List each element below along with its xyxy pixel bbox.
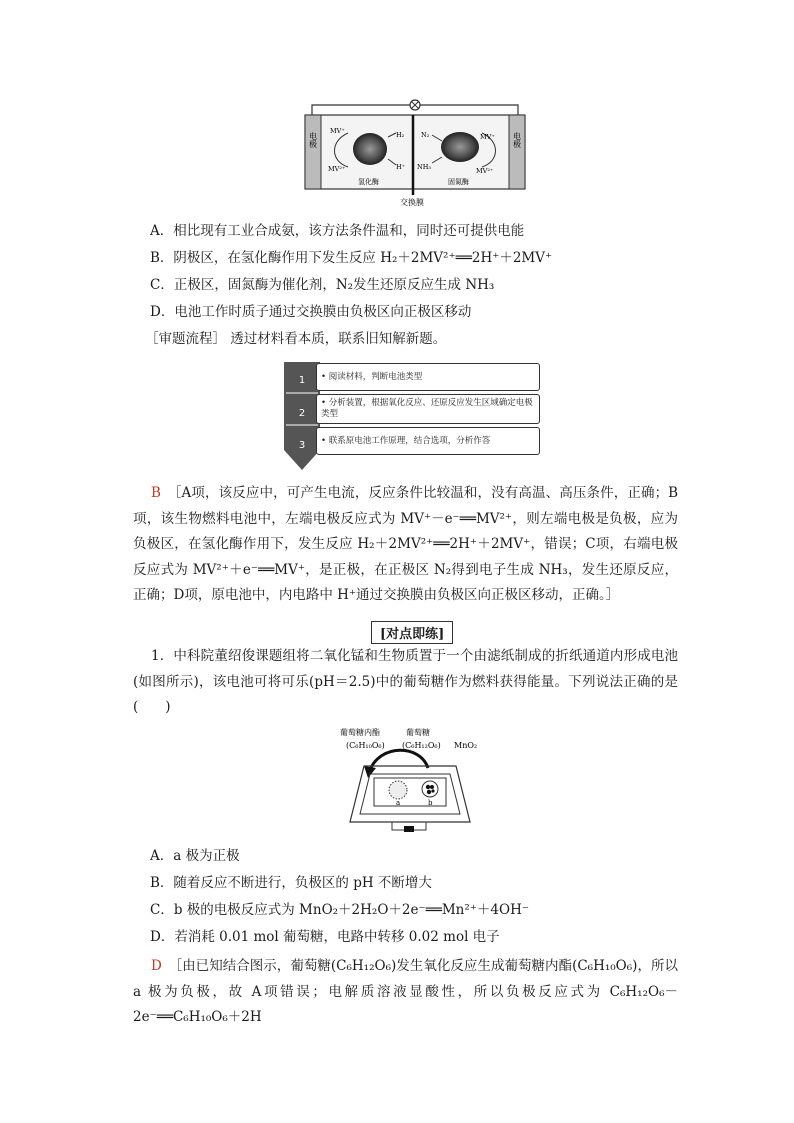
mv2-plus-left: MV²⁺ — [328, 165, 346, 173]
electrode-left-label: 电极 — [308, 132, 318, 148]
option-b: B．阴极区，在氢化酶作用下发生反应 H₂＋2MV²⁺══2H⁺＋2MV⁺ — [150, 250, 553, 266]
hydrogenase-label: 氢化酶 — [358, 178, 379, 186]
glucose-label: 葡萄糖 — [406, 728, 430, 737]
figure-fuel-cell — [300, 97, 530, 209]
flow-step-2: • 分析装置，根据氧化反应、还原反应发生区域确定电极类型 — [316, 394, 540, 424]
electrode-b — [422, 781, 438, 797]
paper-battery-diagram — [340, 726, 480, 836]
question-1: 1．中科院董绍俊课题组将二氧化锰和生物质置于一个由滤纸制成的折纸通道内形成电池(如图所示)，该电池可将可乐(pH＝2.5)中的葡萄糖作为燃料获得能量。下列说法正确的是( ) — [133, 648, 678, 715]
option-d: D．电池工作时质子通过交换膜由负极区向正极区移动 — [150, 304, 472, 320]
q1-option-b: B．随着反应不断进行，负极区的 pH 不断增大 — [150, 875, 432, 891]
b-label: b — [428, 799, 433, 807]
answer-text-1: ［由已知结合图示，葡萄糖(C₆H₁₂O₆)发生氧化反应生成葡萄糖内酯(C₆H₁₀O₆)，所以 a 极为负极，故 A项错误；电解质溶液显酸性，所以负极反应式为 C₆H₁₂O₆－2e⁻══C₆H₁₀O₆＋2H — [133, 958, 678, 1025]
hplus-label: H⁺ — [396, 163, 406, 171]
membrane-label: 交换膜 — [400, 198, 424, 207]
section-title: [对点即练] — [371, 621, 453, 644]
option-a: A．相比现有工业合成氨，该方法条件温和，同时还可提供电能 — [150, 223, 525, 239]
mv-plus-right: MV⁺ — [480, 133, 495, 141]
reaction-arrow-icon — [370, 750, 428, 770]
answer-letter-0: B — [151, 485, 161, 501]
lactone-label: 葡萄糖内酯 — [340, 728, 380, 737]
load-icon — [404, 826, 414, 832]
hydrogenase-blob — [353, 133, 387, 165]
answer-explanation-1 — [133, 954, 678, 1031]
nh3-label: NH₃ — [417, 163, 431, 171]
answer-explanation-0 — [133, 481, 678, 609]
figure-paper-battery — [340, 726, 480, 836]
fuel-cell-diagram — [300, 97, 530, 209]
flow-step-1: • 阅读材料，判断电池类型 — [316, 363, 540, 391]
option-c: C．正极区，固氮酶为催化剂，N₂发生还原反应生成 NH₃ — [150, 277, 495, 293]
electrode-right-label: 电极 — [512, 132, 522, 148]
audit-process — [145, 330, 446, 348]
flow-step-1-num: 1 — [298, 375, 306, 386]
answer-letter-1: D — [151, 958, 162, 974]
lactone-formula: (C₆H₁₀O₆) — [346, 741, 385, 750]
mno2-label: MnO₂ — [454, 741, 478, 750]
nitrogenase-blob — [441, 132, 479, 162]
answer-text-0: ［A项，该反应中，可产生电流，反应条件比较温和，没有高温、高压条件，正确；B项，该生物燃料电池中，左端电极反应式为 MV⁺－e⁻══MV²⁺，则左端电极是负极，应为负极区，在氢化酶作用下，发生反应 H₂＋2MV²⁺══2H⁺＋2MV⁺，错误；C项，右端电极反应式为 MV²⁺＋e⁻══MV⁺，是正极，在正极区 N₂得到电子生成 NH₃，发生还原反应，正确；D项，原电池中，内电路中 H⁺通过交换膜由负极区向正极区移动，正确。］ — [133, 485, 679, 603]
n2-label: N₂ — [421, 131, 430, 139]
q1-option-a: A．a 极为正极 — [150, 848, 240, 864]
mv-plus-left: MV⁺ — [330, 127, 345, 135]
mv2-plus-right: MV²⁺ — [476, 167, 494, 175]
q1-option-c: C．b 极的电极反应式为 MnO₂＋2H₂O＋2e⁻══Mn²⁺＋4OH⁻ — [150, 902, 529, 918]
flow-step-2-num: 2 — [298, 408, 306, 419]
nitrogenase-label: 固氮酶 — [448, 178, 469, 186]
q1-option-d: D．若消耗 0.01 mol 葡萄糖，电路中转移 0.02 mol 电子 — [150, 929, 500, 945]
glucose-formula: (C₆H₁₂O₆) — [402, 741, 441, 750]
flow-step-3: • 联系原电池工作原理，结合选项，分析作答 — [316, 427, 540, 455]
audit-label: ［审题流程］ — [145, 331, 226, 347]
h2-label: H₂ — [396, 131, 405, 139]
audit-text: 透过材料看本质，联系旧知解新题。 — [230, 331, 447, 347]
a-label: a — [396, 799, 401, 807]
electrode-a — [389, 781, 407, 799]
flow-step-3-num: 3 — [298, 440, 306, 451]
